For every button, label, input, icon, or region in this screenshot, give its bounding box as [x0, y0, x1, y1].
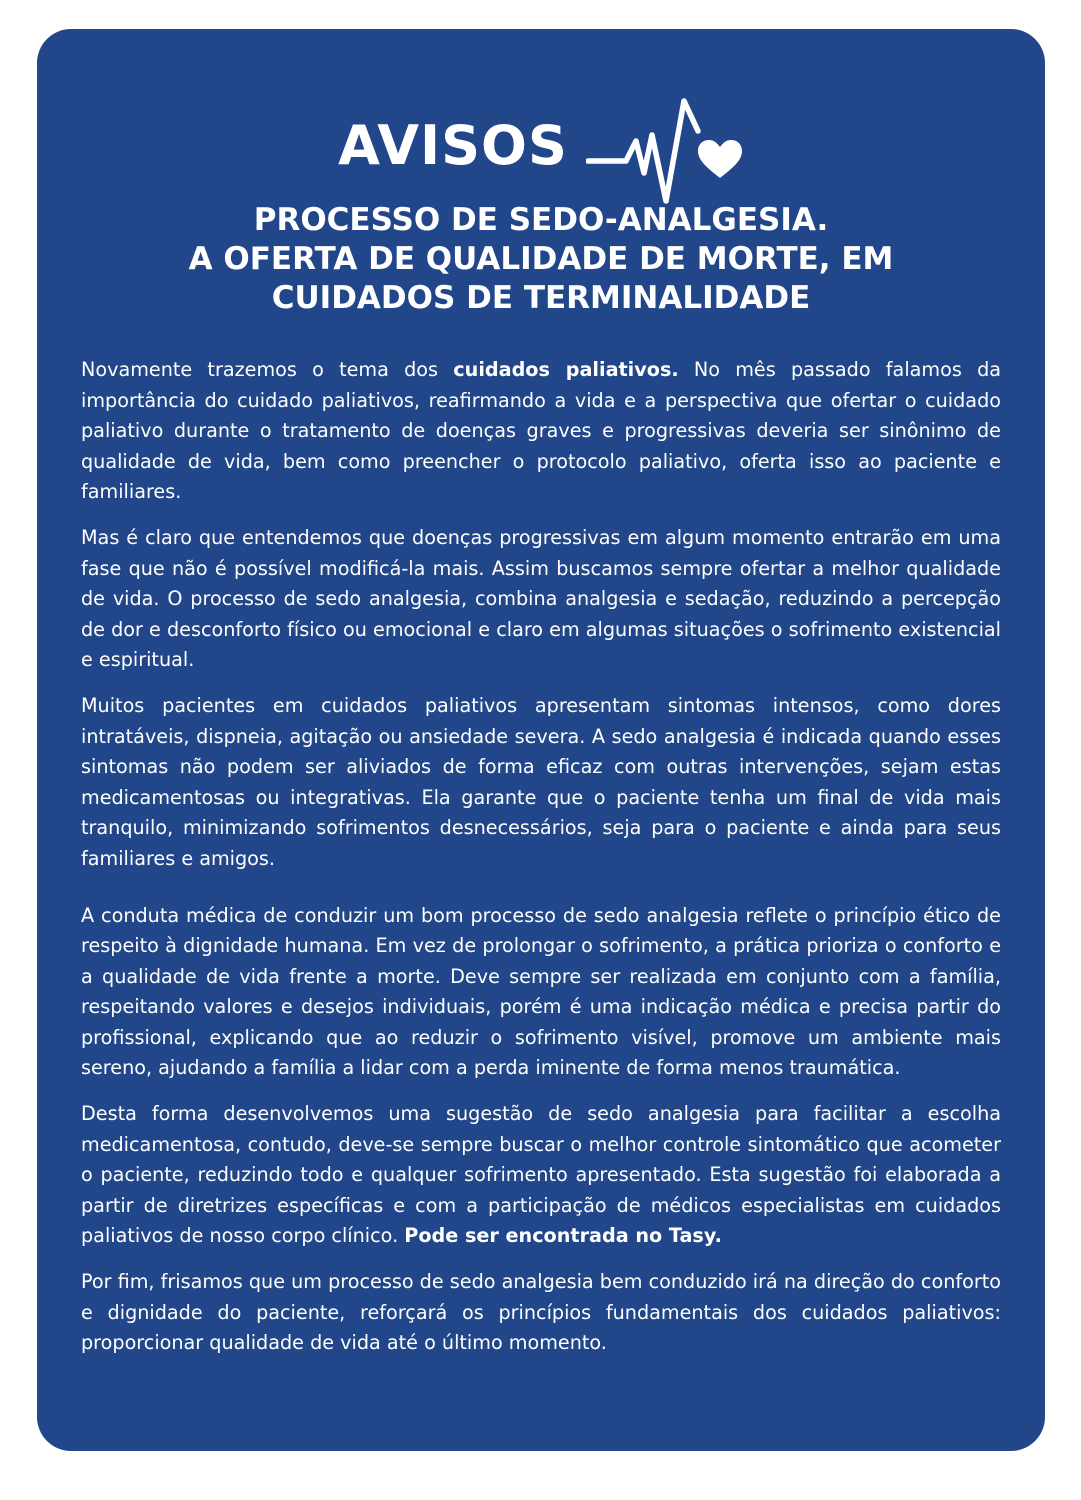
brand-header: [37, 97, 1045, 207]
paragraph-2: Mas é claro que entendemos que doenças progressivas em algum momento entrarão em uma fase que não é possível modificá-la mais. Assim buscamos sempre ofertar a melhor qualidade de vida. O processo de sedo analgesia, combina analgesia e sedação, reduzindo a percepção de dor e desconforto físico ou emocional e claro em algumas situações o sofrimento existencial e espiritual.: [81, 525, 1001, 672]
brand-title: AVISOS: [338, 114, 568, 177]
headline-line-2: A OFERTA DE QUALIDADE DE MORTE, EM: [188, 241, 894, 277]
paragraph-5-text: Desta forma desenvolvemos uma sugestão de sedo analgesia para facilitar a escolha medicamentosa, contudo, deve-se sempre buscar o melhor controle sintomático que acometer o paciente, reduzindo todo e qualquer sofrimento apresentado. Esta sugestão foi elaborada a partir de diretrizes específicas e com a participação de médicos especialistas em cuidados paliativos de nosso corpo clínico.: [81, 1102, 1001, 1248]
headline-line-3: CUIDADOS DE TERMINALIDADE: [271, 280, 811, 316]
paragraph-1-intro: Novamente trazemos o tema dos: [81, 358, 454, 381]
paragraph-5: [81, 1099, 1001, 1252]
paragraph-1: [81, 355, 1001, 508]
headline-line-1: PROCESSO DE SEDO-ANALGESIA.: [253, 202, 829, 238]
notice-card: [37, 29, 1045, 1451]
paragraph-1-text: No mês passado falamos da importância do cuidado paliativos, reafirmando a vida e a perspectiva que ofertar o cuidado paliativo durante o tratamento de doenças graves e progressivas deveria ser sinônimo de qualidade de vida, bem como preencher o protocolo paliativo, oferta isso ao paciente e familiares.: [81, 358, 1002, 504]
paragraph-1-emphasis: cuidados paliativos.: [453, 358, 679, 381]
paragraph-4: A conduta médica de conduzir um bom processo de sedo analgesia reflete o princípio ético de respeito à dignidade humana. Em vez de prolongar o sofrimento, a prática prioriza o conforto e a qualidade de vida frente a morte. Deve sempre ser realizada em conjunto com a família, respeitando valores e desejos individuais, porém é uma indicação médica e precisa partir do profissional, explicando que ao reduzir o sofrimento visível, promove um ambiente mais sereno, ajudando a família a lidar com a perda iminente de forma menos traumática.: [81, 903, 1001, 1080]
article-body: [81, 355, 1001, 1374]
paragraph-5-emphasis: Pode ser encontrada no Tasy.: [404, 1224, 722, 1248]
paragraph-6: Por fim, frisamos que um processo de sedo analgesia bem conduzido irá na direção do conforto e dignidade do paciente, reforçará os princípios fundamentais dos cuidados paliativos: proporcionar qualidade de vida até o último momento.: [81, 1270, 1001, 1355]
headline: [77, 201, 1005, 318]
paragraph-3: Muitos pacientes em cuidados paliativos apresentam sintomas intensos, como dores intratáveis, dispneia, agitação ou ansiedade severa. A sedo analgesia é indicada quando esses sintomas não podem ser aliviados de forma eficaz com outras intervenções, sejam estas medicamentosas ou integrativas. Ela garante que o paciente tenha um final de vida mais tranquilo, minimizando sofrimentos desnecessários, seja para o paciente e ainda para seus familiares e amigos.: [81, 693, 1001, 870]
heartbeat-heart-icon: [586, 97, 744, 207]
